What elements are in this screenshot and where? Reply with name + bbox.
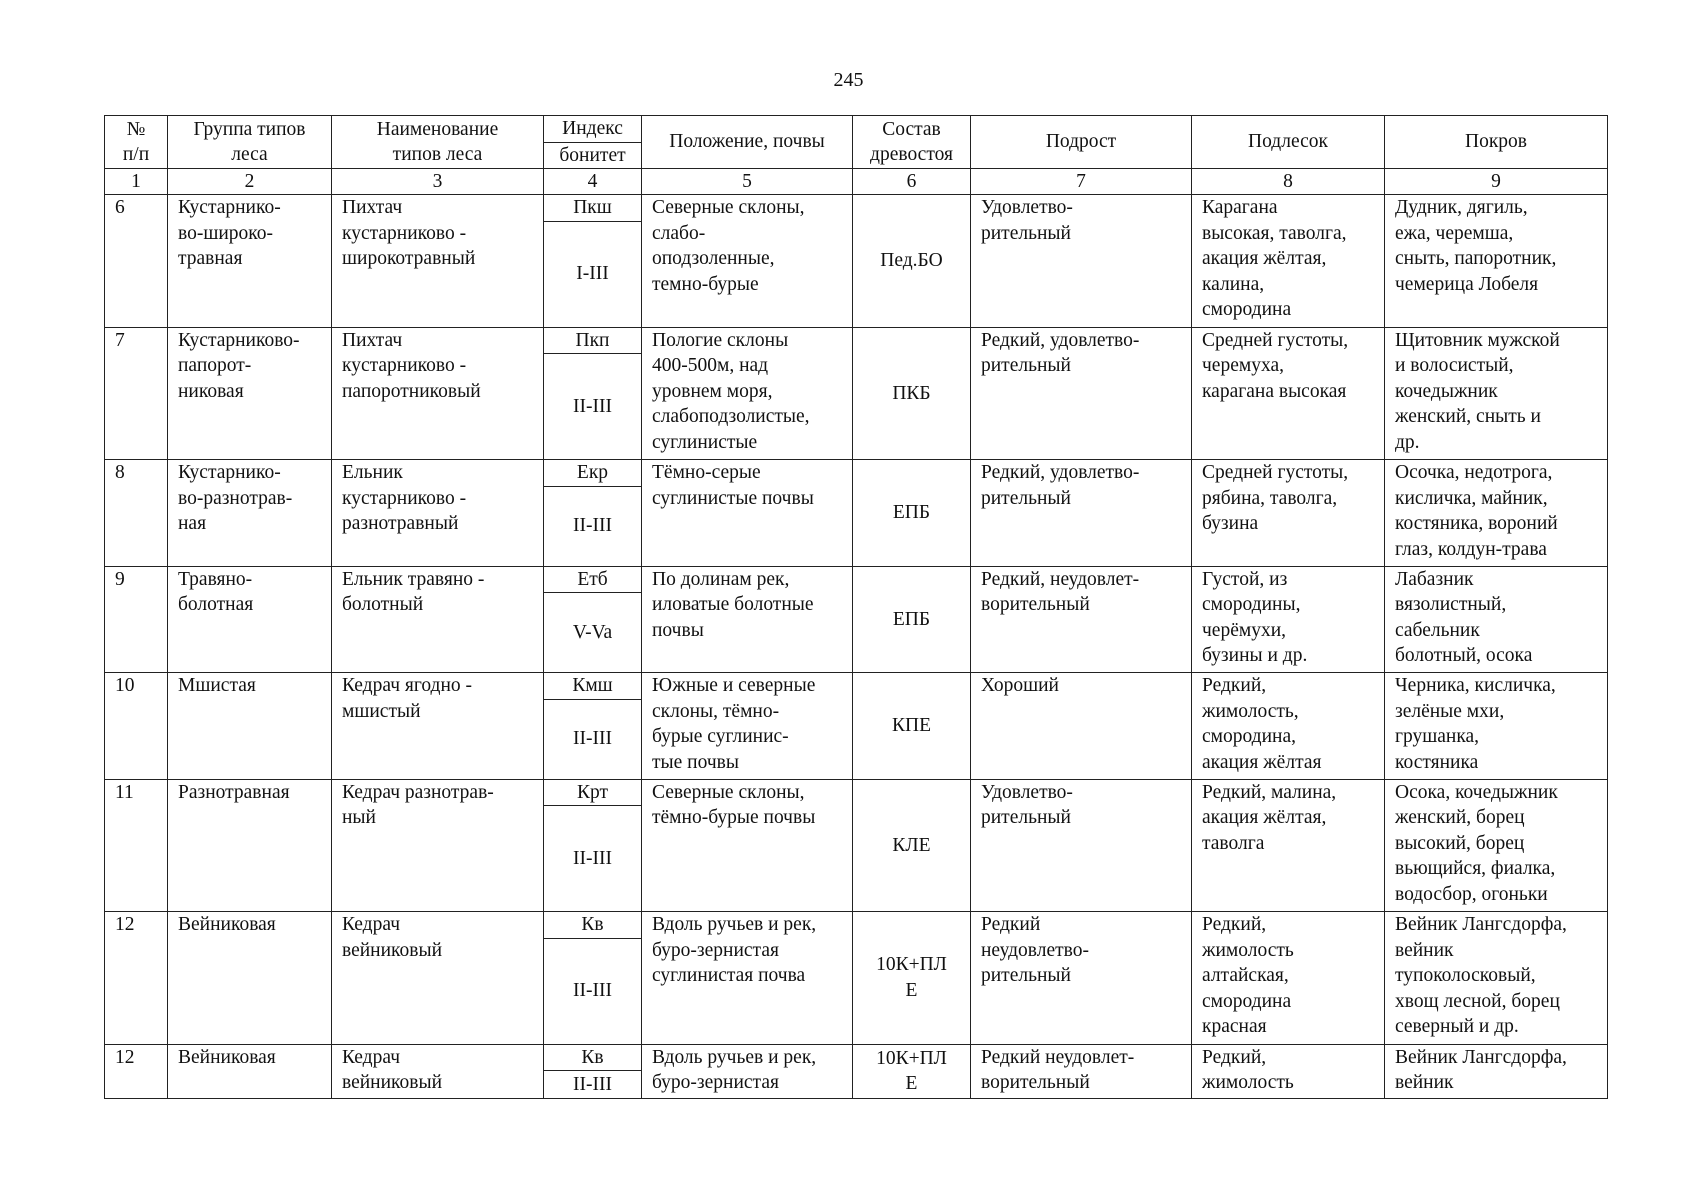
row-number: 7 xyxy=(105,327,168,460)
table-row xyxy=(105,327,1608,354)
forest-group-cell: Кустарниково- папорот- никовая xyxy=(168,327,332,460)
stand-composition-cell: ЕПБ xyxy=(853,460,971,567)
forest-group-cell: Мшистая xyxy=(168,673,332,780)
forest-type-name-cell: Кедрач разнотрав- ный xyxy=(332,779,544,912)
index-cell: Кв xyxy=(544,1044,642,1071)
forest-group-cell: Кустарнико- во-разнотрав- ная xyxy=(168,460,332,567)
row-number: 11 xyxy=(105,779,168,912)
forest-types-table xyxy=(104,115,1608,1099)
position-soil-cell: Вдоль ручьев и рек, буро-зернистая xyxy=(642,1044,853,1099)
column-number: 3 xyxy=(332,169,544,195)
header-bonitet: бонитет xyxy=(544,142,642,169)
stand-composition-cell: КЛЕ xyxy=(853,779,971,912)
row-number: 12 xyxy=(105,912,168,1045)
header-underbrush: Подлесок xyxy=(1192,116,1385,169)
stand-composition-cell: 10К+ПЛ Е xyxy=(853,1044,971,1099)
undergrowth-cell: Редкий, удовлетво- рительный xyxy=(971,460,1192,567)
undergrowth-cell: Удовлетво- рительный xyxy=(971,195,1192,328)
header-name: Наименование типов леса xyxy=(332,116,544,169)
stand-composition-cell: ПКБ xyxy=(853,327,971,460)
stand-composition-cell: 10К+ПЛ Е xyxy=(853,912,971,1045)
position-soil-cell: По долинам рек, иловатые болотные почвы xyxy=(642,566,853,673)
forest-group-cell: Вейниковая xyxy=(168,1044,332,1099)
undergrowth-cell: Редкий неудовлетво- рительный xyxy=(971,912,1192,1045)
index-cell: Етб xyxy=(544,566,642,593)
forest-group-cell: Разнотравная xyxy=(168,779,332,912)
header-num: № п/п xyxy=(105,116,168,169)
column-number: 2 xyxy=(168,169,332,195)
column-number: 8 xyxy=(1192,169,1385,195)
position-soil-cell: Вдоль ручьев и рек, буро-зернистая суглинистая почва xyxy=(642,912,853,1045)
ground-cover-cell: Щитовник мужской и волосистый, кочедыжник женский, сныть и др. xyxy=(1385,327,1608,460)
forest-group-cell: Кустарнико- во-широко- травная xyxy=(168,195,332,328)
undergrowth-cell: Редкий, неудовлет- ворительный xyxy=(971,566,1192,673)
row-number: 9 xyxy=(105,566,168,673)
position-soil-cell: Южные и северные склоны, тёмно- бурые суглинис- тые почвы xyxy=(642,673,853,780)
column-number: 4 xyxy=(544,169,642,195)
column-number: 5 xyxy=(642,169,853,195)
table-row xyxy=(105,673,1608,700)
undergrowth-cell: Хороший xyxy=(971,673,1192,780)
ground-cover-cell: Лабазник вязолистный, сабельник болотный, осока xyxy=(1385,566,1608,673)
ground-cover-cell: Черника, кисличка, зелёные мхи, грушанка, костяника xyxy=(1385,673,1608,780)
underbrush-cell: Средней густоты, черемуха, карагана высокая xyxy=(1192,327,1385,460)
ground-cover-cell: Вейник Лангсдорфа, вейник xyxy=(1385,1044,1608,1099)
table-row xyxy=(105,779,1608,806)
header-cover: Покров xyxy=(1385,116,1608,169)
position-soil-cell: Пологие склоны 400-500м, над уровнем моря, слабоподзолистые, суглинистые xyxy=(642,327,853,460)
underbrush-cell: Редкий, жимолость, смородина, акация жёлтая xyxy=(1192,673,1385,780)
underbrush-cell: Редкий, жимолость алтайская, смородина красная xyxy=(1192,912,1385,1045)
header-composition: Состав древостоя xyxy=(853,116,971,169)
ground-cover-cell: Дудник, дягиль, ежа, черемша, сныть, папоротник, чемерица Лобеля xyxy=(1385,195,1608,328)
forest-type-name-cell: Ельник кустарниково - разнотравный xyxy=(332,460,544,567)
undergrowth-cell: Редкий, удовлетво- рительный xyxy=(971,327,1192,460)
forest-type-name-cell: Пихтач кустарниково - широкотравный xyxy=(332,195,544,328)
undergrowth-cell: Удовлетво- рительный xyxy=(971,779,1192,912)
table-row xyxy=(105,912,1608,939)
index-cell: Екр xyxy=(544,460,642,487)
stand-composition-cell: ЕПБ xyxy=(853,566,971,673)
bonitet-cell: II-III xyxy=(544,699,642,779)
underbrush-cell: Густой, из смородины, черёмухи, бузины и др. xyxy=(1192,566,1385,673)
column-number: 9 xyxy=(1385,169,1608,195)
bonitet-cell: V-Va xyxy=(544,593,642,673)
undergrowth-cell: Редкий неудовлет- ворительный xyxy=(971,1044,1192,1099)
position-soil-cell: Тёмно-серые суглинистые почвы xyxy=(642,460,853,567)
ground-cover-cell: Осока, кочедыжник женский, борец высокий, борец вьющийся, фиалка, водосбор, огоньки xyxy=(1385,779,1608,912)
forest-type-name-cell: Кедрач вейниковый xyxy=(332,1044,544,1099)
index-cell: Кв xyxy=(544,912,642,939)
table-row xyxy=(105,195,1608,222)
forest-type-name-cell: Ельник травяно - болотный xyxy=(332,566,544,673)
table-row xyxy=(105,460,1608,487)
underbrush-cell: Средней густоты, рябина, таволга, бузина xyxy=(1192,460,1385,567)
table-row xyxy=(105,566,1608,593)
column-numbers-row xyxy=(105,169,1608,195)
bonitet-cell: II-III xyxy=(544,1071,642,1099)
index-cell: Крт xyxy=(544,779,642,806)
forest-group-cell: Травяно- болотная xyxy=(168,566,332,673)
position-soil-cell: Северные склоны, слабо- оподзоленные, темно-бурые xyxy=(642,195,853,328)
underbrush-cell: Редкий, малина, акация жёлтая, таволга xyxy=(1192,779,1385,912)
row-number: 8 xyxy=(105,460,168,567)
underbrush-cell: Карагана высокая, таволга, акация жёлтая, калина, смородина xyxy=(1192,195,1385,328)
page-number: 245 xyxy=(833,69,864,91)
bonitet-cell: II-III xyxy=(544,486,642,566)
bonitet-cell: II-III xyxy=(544,806,642,912)
row-number: 10 xyxy=(105,673,168,780)
underbrush-cell: Редкий, жимолость xyxy=(1192,1044,1385,1099)
bonitet-cell: II-III xyxy=(544,354,642,460)
forest-type-name-cell: Кедрач ягодно - мшистый xyxy=(332,673,544,780)
header-index: Индекс xyxy=(544,116,642,143)
header-position: Положение, почвы xyxy=(642,116,853,169)
index-cell: Кмш xyxy=(544,673,642,700)
header-undergrowth: Подрост xyxy=(971,116,1192,169)
forest-type-name-cell: Кедрач вейниковый xyxy=(332,912,544,1045)
row-number: 6 xyxy=(105,195,168,328)
forest-group-cell: Вейниковая xyxy=(168,912,332,1045)
bonitet-cell: I-III xyxy=(544,221,642,327)
forest-type-name-cell: Пихтач кустарниково - папоротниковый xyxy=(332,327,544,460)
index-cell: Пкп xyxy=(544,327,642,354)
column-number: 7 xyxy=(971,169,1192,195)
stand-composition-cell: КПЕ xyxy=(853,673,971,780)
column-number: 1 xyxy=(105,169,168,195)
bonitet-cell: II-III xyxy=(544,938,642,1044)
table-row xyxy=(105,1044,1608,1071)
ground-cover-cell: Осочка, недотрога, кисличка, майник, костяника, вороний глаз, колдун-трава xyxy=(1385,460,1608,567)
column-number: 6 xyxy=(853,169,971,195)
position-soil-cell: Северные склоны, тёмно-бурые почвы xyxy=(642,779,853,912)
header-group: Группа типов леса xyxy=(168,116,332,169)
index-cell: Пкш xyxy=(544,195,642,222)
ground-cover-cell: Вейник Лангсдорфа, вейник тупоколосковый, хвощ лесной, борец северный и др. xyxy=(1385,912,1608,1045)
stand-composition-cell: Пед.БО xyxy=(853,195,971,328)
row-number: 12 xyxy=(105,1044,168,1099)
